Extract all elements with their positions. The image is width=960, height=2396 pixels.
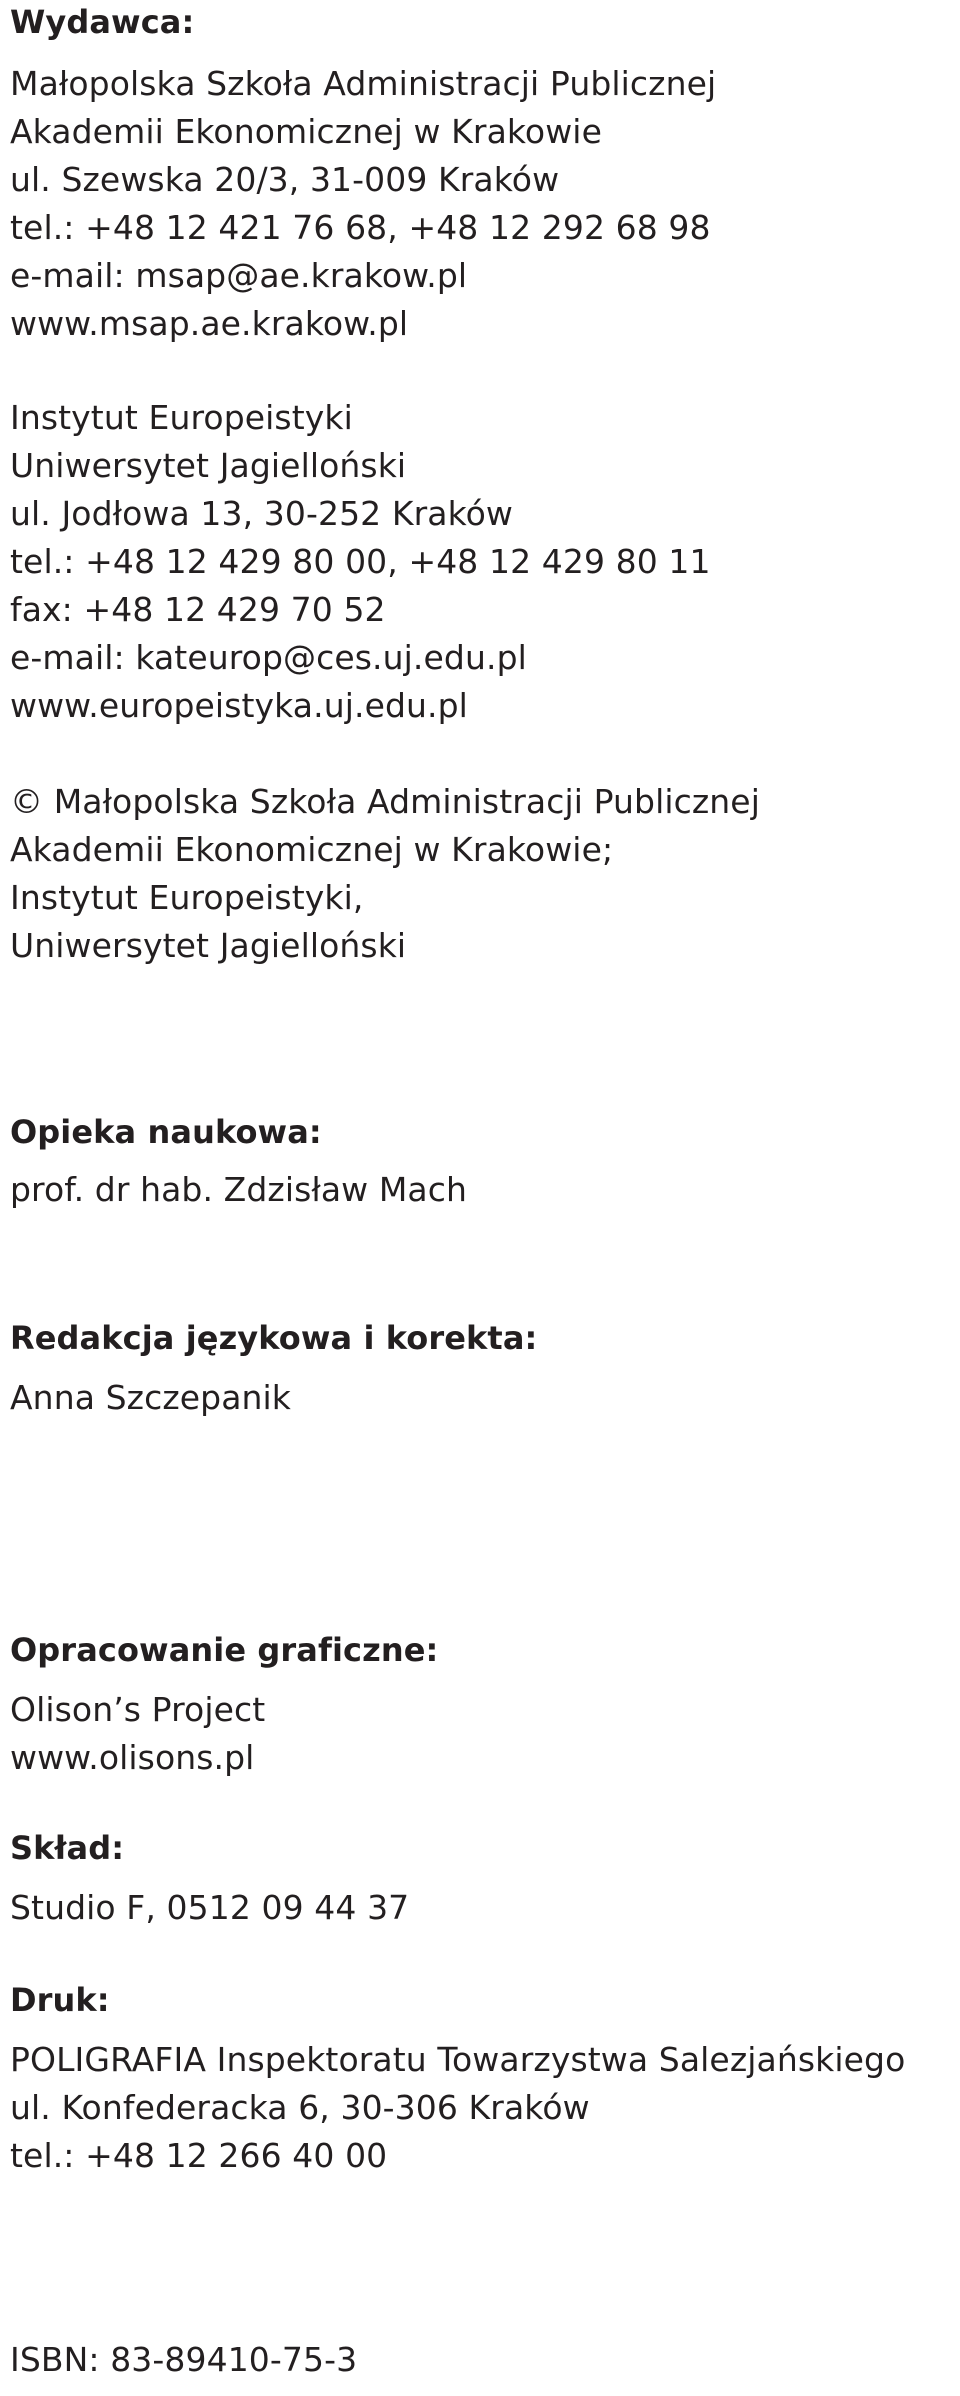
graphics-heading: Opracowanie graficzne: xyxy=(10,1631,439,1669)
typesetting-value: Studio F, 0512 09 44 37 xyxy=(10,1888,410,1927)
printing-line1: POLIGRAFIA Inspektoratu Towarzystwa Salezjańskiego xyxy=(10,2040,906,2079)
copyright-line3: Instytut Europeistyki, xyxy=(10,878,364,917)
printing-heading: Druk: xyxy=(10,1981,110,2019)
institute-fax: fax: +48 12 429 70 52 xyxy=(10,590,386,629)
supervision-heading: Opieka naukowa: xyxy=(10,1113,322,1151)
graphics-line1: Olison’s Project xyxy=(10,1690,266,1729)
publisher-heading: Wydawca: xyxy=(10,3,195,41)
supervision-value: prof. dr hab. Zdzisław Mach xyxy=(10,1170,468,1209)
printing-line2: ul. Konfederacka 6, 30-306 Kraków xyxy=(10,2088,590,2127)
msap-phone: tel.: +48 12 421 76 68, +48 12 292 68 98 xyxy=(10,208,711,247)
editing-value: Anna Szczepanik xyxy=(10,1378,292,1417)
msap-email: e-mail: msap@ae.krakow.pl xyxy=(10,256,468,295)
institute-name-line1: Instytut Europeistyki xyxy=(10,398,353,437)
msap-website: www.msap.ae.krakow.pl xyxy=(10,304,409,343)
copyright-line4: Uniwersytet Jagielloński xyxy=(10,926,407,965)
printing-line3: tel.: +48 12 266 40 00 xyxy=(10,2136,388,2175)
institute-name-line2: Uniwersytet Jagielloński xyxy=(10,446,407,485)
msap-name-line1: Małopolska Szkoła Administracji Publicznej xyxy=(10,64,717,103)
graphics-line2: www.olisons.pl xyxy=(10,1738,255,1777)
editing-heading: Redakcja językowa i korekta: xyxy=(10,1319,538,1357)
institute-phone: tel.: +48 12 429 80 00, +48 12 429 80 11 xyxy=(10,542,711,581)
institute-website: www.europeistyka.uj.edu.pl xyxy=(10,686,468,725)
copyright-line1: © Małopolska Szkoła Administracji Publicznej xyxy=(10,782,760,821)
msap-name-line2: Akademii Ekonomicznej w Krakowie xyxy=(10,112,602,151)
institute-email: e-mail: kateurop@ces.uj.edu.pl xyxy=(10,638,527,677)
copyright-line2: Akademii Ekonomicznej w Krakowie; xyxy=(10,830,614,869)
institute-address: ul. Jodłowa 13, 30-252 Kraków xyxy=(10,494,513,533)
typesetting-heading: Skład: xyxy=(10,1829,125,1867)
isbn: ISBN: 83-89410-75-3 xyxy=(10,2340,358,2379)
msap-address: ul. Szewska 20/3, 31-009 Kraków xyxy=(10,160,560,199)
